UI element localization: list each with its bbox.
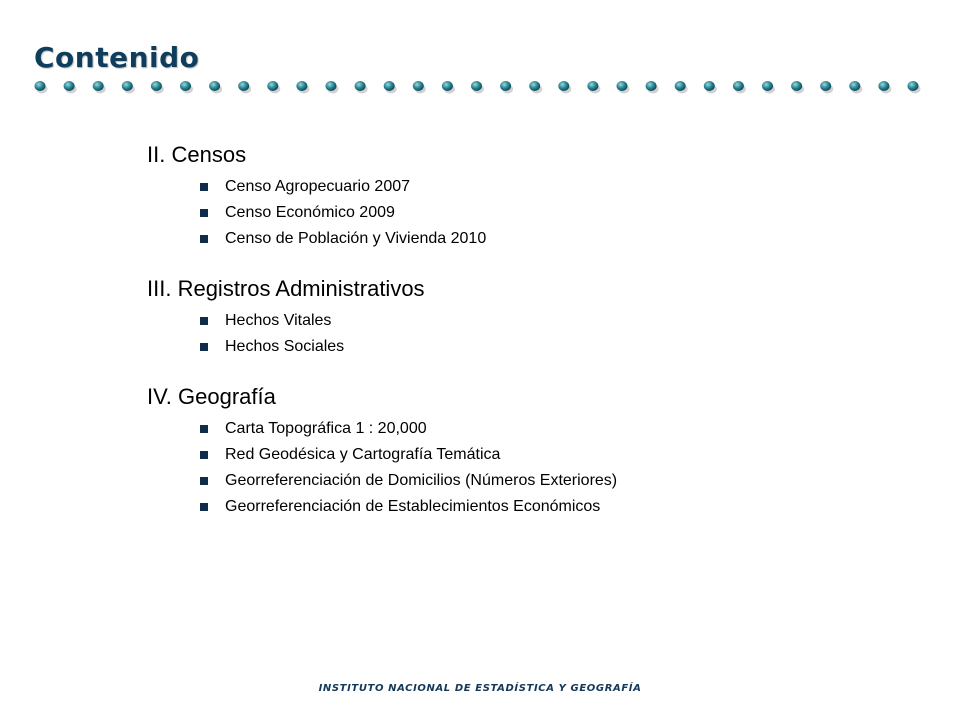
- decorative-dot-icon: [733, 81, 744, 91]
- list-item: [200, 200, 907, 226]
- decorative-dot-icon: [355, 81, 366, 91]
- decorative-dot-icon: [820, 81, 831, 91]
- list-item-text: Hechos Vitales: [225, 312, 332, 329]
- square-bullet-icon: [200, 477, 208, 485]
- list-item: [200, 468, 907, 494]
- section-title: Censos: [171, 142, 247, 167]
- decorative-dot-icon: [93, 81, 104, 91]
- section-heading: [147, 140, 907, 170]
- decorative-dot-icon: [675, 81, 686, 91]
- decorative-dot-icon: [209, 81, 220, 91]
- section-heading: [147, 382, 907, 412]
- slide-title: Contenido: [34, 41, 200, 74]
- decorative-dot-icon: [384, 81, 395, 91]
- list-item: [200, 416, 907, 442]
- square-bullet-icon: [200, 503, 208, 511]
- section-registros-administrativos: [147, 274, 907, 360]
- section-number: II.: [147, 142, 166, 167]
- decorative-dot-icon: [646, 81, 657, 91]
- list-item: [200, 174, 907, 200]
- decorative-dot-icon: [151, 81, 162, 91]
- square-bullet-icon: [200, 451, 208, 459]
- item-list: [147, 174, 907, 252]
- section-number: IV.: [147, 384, 172, 409]
- square-bullet-icon: [200, 235, 208, 243]
- decorative-dot-icon: [180, 81, 191, 91]
- section-title: Registros Administrativos: [177, 276, 425, 301]
- list-item-text: Censo de Población y Vivienda 2010: [225, 230, 487, 247]
- decorative-dot-row: [32, 75, 932, 97]
- decorative-dot-icon: [35, 81, 46, 91]
- decorative-dot-icon: [908, 81, 919, 91]
- section-censos: [147, 140, 907, 252]
- decorative-dot-icon: [442, 81, 453, 91]
- square-bullet-icon: [200, 343, 208, 351]
- decorative-dot-icon: [471, 81, 482, 91]
- decorative-dot-icon: [558, 81, 569, 91]
- decorative-dot-icon: [617, 81, 628, 91]
- decorative-dot-icon: [878, 81, 889, 91]
- section-geografia: [147, 382, 907, 520]
- square-bullet-icon: [200, 209, 208, 217]
- decorative-dot-icon: [849, 81, 860, 91]
- decorative-dot-icon: [326, 81, 337, 91]
- decorative-dot-icon: [238, 81, 249, 91]
- list-item-text: Hechos Sociales: [225, 338, 345, 355]
- list-item: [200, 494, 907, 520]
- decorative-dot-icon: [500, 81, 511, 91]
- content-outline: [147, 140, 907, 542]
- section-heading: [147, 274, 907, 304]
- list-item-text: Red Geodésica y Cartografía Temática: [225, 446, 501, 463]
- decorative-dot-icon: [791, 81, 802, 91]
- list-item: [200, 226, 907, 252]
- square-bullet-icon: [200, 183, 208, 191]
- list-item: [200, 334, 907, 360]
- item-list: [147, 416, 907, 520]
- decorative-dot-icon: [122, 81, 133, 91]
- decorative-dot-icon: [529, 81, 540, 91]
- decorative-dot-icon: [762, 81, 773, 91]
- list-item-text: Carta Topográfica 1 : 20,000: [225, 420, 427, 437]
- institution-footer: INSTITUTO NACIONAL DE ESTADÍSTICA Y GEOGRAFÍA: [318, 683, 642, 694]
- decorative-dot-icon: [267, 81, 278, 91]
- decorative-dot-icon: [64, 81, 75, 91]
- square-bullet-icon: [200, 317, 208, 325]
- decorative-dot-icon: [296, 81, 307, 91]
- list-item-text: Georreferenciación de Domicilios (Números Exteriores): [225, 472, 618, 489]
- list-item-text: Georreferenciación de Establecimientos Económicos: [225, 498, 601, 515]
- list-item: [200, 308, 907, 334]
- square-bullet-icon: [200, 425, 208, 433]
- list-item: [200, 442, 907, 468]
- list-item-text: Censo Agropecuario 2007: [225, 178, 411, 195]
- decorative-dot-icon: [587, 81, 598, 91]
- list-item-text: Censo Económico 2009: [225, 204, 395, 221]
- section-title: Geografía: [178, 384, 276, 409]
- item-list: [147, 308, 907, 360]
- section-number: III.: [147, 276, 172, 301]
- decorative-dot-icon: [704, 81, 715, 91]
- decorative-dot-icon: [413, 81, 424, 91]
